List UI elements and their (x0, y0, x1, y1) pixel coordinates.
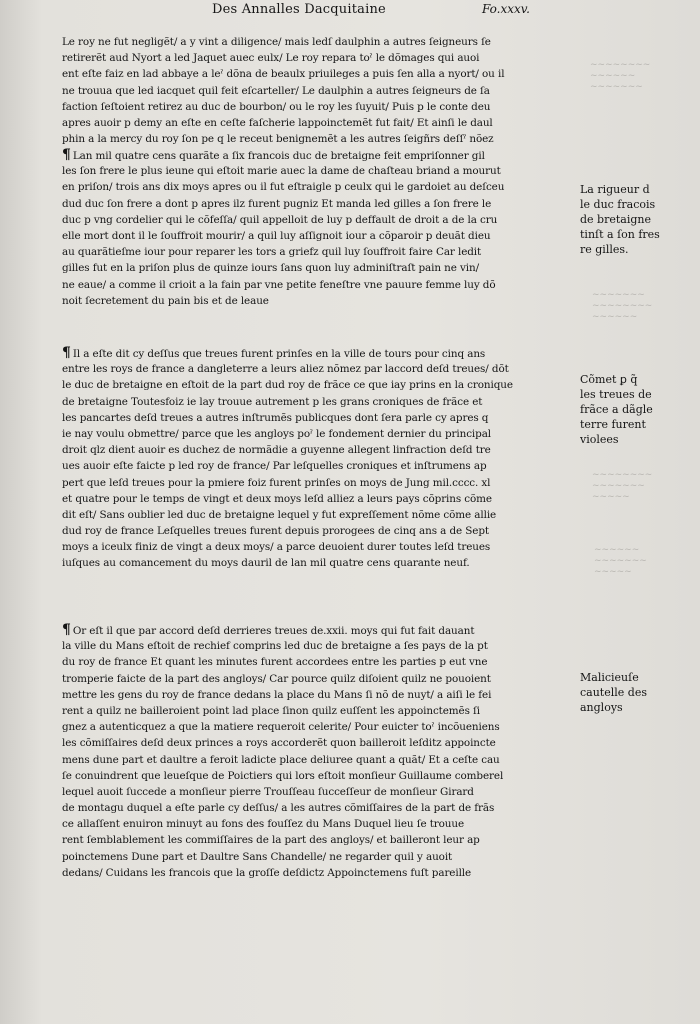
text-line: moys a iceulx finiz de vingt a deux moys/ a parce deuoient durer toutes leſd treues (62, 541, 491, 554)
text-line: gilles fut en la priſon plus de quinze iours ſans quon luy adminiſtraſt pain ne vin/ (62, 262, 479, 275)
text-line: entre les roys de france a dangleterre a leurs aliez nõmez par laccord deſd treues/ dõt (62, 363, 509, 376)
text-line: de bretaigne Toutesfoiz ie lay trouue autrement p les grans croniques de frãce et (62, 395, 483, 408)
text-line: ſe conuindrent que leueſque de Poictiers qui lors eſtoit monſieur Guillaume comberel (62, 769, 504, 782)
text-line: dit eſt/ Sans oublier led duc de bretaigne lequel y fut expreſſement nõme cõme allie (62, 508, 497, 521)
text-line: ne trouua que led iacquet quil feit eſcarteller/ Le daulphin a autres ſeigneurs de ſa (62, 84, 490, 97)
margin-line: tinſt a ſon fres (580, 228, 660, 241)
text-line: la ville du Mans eſtoit de rechief comprins led duc de bretaigne a ſes pays de la pt (62, 640, 488, 653)
text-line: noit ſecretement du pain bis et de leaue (62, 294, 269, 307)
text-line: les ſon frere le plus ieune qui eſtoit marie auec la dame de chaſteau briand a mourut (62, 165, 501, 178)
text-line: du roy de france Et quant les minutes furent accordees entre les parties p eut vne (62, 656, 488, 669)
text-line: mens dune part et daultre a feroit ladicte place deliuree quant a quãt/ Et a ceſte cau (62, 753, 500, 766)
margin-line: La rigueur d (580, 183, 650, 196)
text-line: ent eſte faiz en lad abbaye a leˀ dõna de beaulx priuileges a puis ſen alla a nyort/ ou il (62, 68, 505, 81)
paragraph-4 (62, 622, 578, 881)
margin-line: les treues de (580, 388, 652, 401)
text-line: le duc de bretaigne en eſtoit de la part dud roy de frãce ce que iay prins en la cronique (62, 379, 513, 392)
text-line: pert que leſd treues pour la pmiere foiz furent prinſes on moys de Jung mil.cccc. xl (62, 476, 491, 489)
text-line: iuſques au comancement du moys dauril de lan mil quatre cens quarante neuf. (62, 557, 470, 570)
margin-line: cautelle des (580, 686, 647, 699)
margin-line: angloys (580, 701, 623, 714)
bleed-through-right-4: ~~~~~~ ~~~~~~~ ~~~~~ (594, 545, 647, 577)
margin-line: violees (580, 433, 619, 446)
text-line: droit qlz dient auoir es duchez de normãdie a guyenne allegent linfraction deſd tre (62, 444, 491, 457)
margin-line: le duc fracois (580, 198, 656, 211)
margin-line: de bretaigne (580, 213, 651, 226)
text-line: dud duc ſon frere a dont p apres ilz furent pugniz Et manda led gilles a ſon frere le (62, 197, 492, 210)
text-line: au quarãtieſme iour pour reparer les tors a griefz quil luy ſouffroit faire Car ledit (62, 246, 482, 259)
margin-line: terre furent (580, 418, 646, 431)
margin-line: Cõmet ꝑ q̃ (580, 373, 638, 386)
text-line: phin a la mercy du roy ſon pe q le receut benignemẽt a les autres ſeigñrs deſſˀ nõez (62, 133, 494, 146)
text-line: Il a eſte dit cy deſſus que treues furent prinſes en la ville de tours pour cinq ans (72, 348, 486, 360)
text-line: lequel auoit ſuccede a monſieur pierre Trouſſeau ſucceſſeur de monſieur Girard (62, 785, 474, 798)
text-line: elle mort dont il le ſouffroit mourir/ a quil luy aſſignoit iour a cõparoir p deuãt dieu (62, 229, 491, 242)
text-line: ie nay voulu obmettre/ parce que les angloys poˀ le fondement dernier du principal (62, 427, 492, 440)
text-line: dud roy de france Leſquelles treues furent depuis prorogees de cinq ans a de Sept (62, 525, 489, 538)
folio-number: Fo.xxxv. (482, 2, 530, 16)
running-head (0, 2, 700, 20)
text-line: ues auoir eſte faicte p led roy de france/ Par leſquelles croniques et inſtrumens ap (62, 460, 487, 473)
text-line: ne eaue/ a comme il crioit a la fain par vne petite feneſtre vne pauure femme luy dõ (62, 278, 496, 291)
text-line: ce allaſſent enuiron minuyt au fons des fouſſez du Mans Duquel lieu ſe trouue (62, 818, 465, 831)
pilcrow-icon: ¶ (62, 345, 71, 361)
bleed-through-right-2: ~~~~~~~ ~~~~~~~~ ~~~~~~ (592, 290, 653, 322)
text-line: et quatre pour le temps de vingt et deux moys leſd alliez a leurs pays cõprins cõme (62, 492, 492, 505)
text-line: les cõmiſſaires deſd deux princes a roys accorderẽt quon bailleroit leſditz appoincte (62, 737, 496, 750)
text-line: mettre les gens du roy de france dedans la place du Mans ſi nõ de nuyt/ a aiſi le fei (62, 688, 492, 701)
bleed-through-right-3: ~~~~~~~~ ~~~~~~~ ~~~~~ (592, 470, 653, 502)
text-line: Lan mil quatre cens quarãte a ſix francois duc de bretaigne feit empriſonner gil (72, 150, 485, 162)
text-line: retirerẽt aud Nyort a led Jaquet auec eulx/ Le roy repara toˀ le dõmages qui auoi (62, 52, 480, 65)
margin-line: re gilles. (580, 243, 629, 256)
text-line: apres auoir p demy an eſte en ceſte faſcherie lappoinctemẽt fut fait/ Et ainſi le daul (62, 116, 493, 129)
text-line: de montagu duquel a eſte parle cy deſſus/ a les autres cõmiſſaires de la part de frãs (62, 802, 495, 815)
text-line: Or eſt il que par accord deſd derrieres treues de.xxii. moys qui fut fait dauant (72, 625, 475, 637)
text-line: poinctemens Dune part et Daultre Sans Chandelle/ ne regarder quil y auoit (62, 850, 453, 863)
pilcrow-icon: ¶ (62, 622, 71, 638)
text-line: les pancartes deſd treues a autres inſtrumẽs publicques dont ſera parle cy apres q (62, 411, 489, 424)
text-line: rent ſemblablement les commiſſaires de la part des angloys/ et bailleront leur ap (62, 834, 480, 847)
margin-line: Malicieuſe (580, 671, 639, 684)
text-line: gnez a autenticquez a que la matiere requeroit celerite/ Pour euicter toˀ incõueniens (62, 721, 500, 734)
text-line: faction ſeſtoient retirez au duc de bourbon/ ou le roy les ſuyuit/ Puis p le conte deu (62, 100, 491, 113)
paragraph-1 (62, 34, 578, 147)
text-line: en priſon/ trois ans dix moys apres ou il fut eſtraigle p ceulx qui le gardoiet au deſceu (62, 181, 505, 194)
margin-note-1 (580, 182, 698, 257)
bleed-through-right: ~~~~~~~~ ~~~~~~ ~~~~~~~ (590, 60, 651, 92)
text-line: rent a quilz ne bailleroient point lad place ſinon quilz euſſent les appoinctemẽs ſi (62, 704, 480, 717)
pilcrow-icon: ¶ (62, 147, 71, 163)
text-line: duc p vng cordelier qui le cõfeſſa/ quil appelloit de luy p deffault de droit a de la cru (62, 213, 498, 226)
margin-line: frãce a dãgle (580, 403, 653, 416)
running-head-title: Des Annalles Dacquitaine (212, 2, 386, 17)
paragraph-3 (62, 345, 578, 572)
margin-note-3 (580, 670, 698, 715)
text-line: tromperie faicte de la part des angloys/ Car pource quilz diſoient quilz ne pouoient (62, 672, 491, 685)
paragraph-2 (62, 147, 578, 309)
text-line: dedans/ Cuidans les francois que la groſſe deſdictz Appoinctemens fuſt pareille (62, 866, 472, 879)
text-line: Le roy ne fut negligẽt/ a y vint a diligence/ mais ledſ daulphin a autres ſeigneurs ſe (62, 36, 491, 48)
margin-note-2 (580, 372, 698, 447)
